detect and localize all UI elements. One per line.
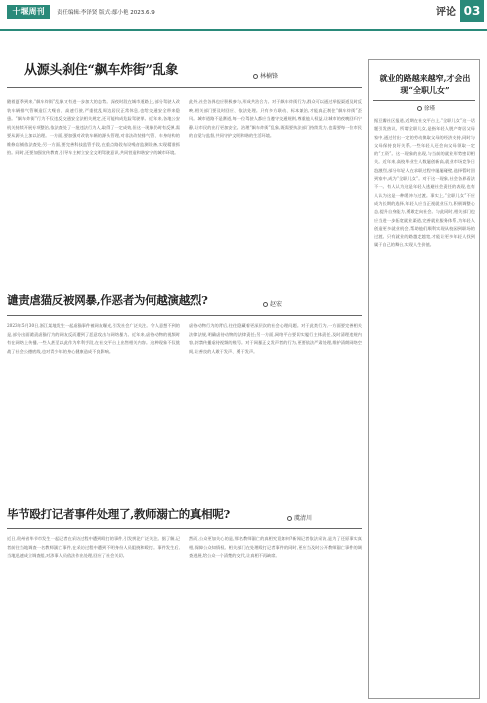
sidebar-article	[368, 59, 480, 699]
masthead	[0, 0, 487, 31]
sidebar-title: 就业的路越来越窄,才会出现“全职儿女”	[379, 73, 471, 95]
editor-meta: 责任编辑:李泽贤 版式:鄢小艳 2023.6.9	[57, 10, 155, 16]
article-3	[7, 505, 362, 700]
sidebar-body: 据豆瓣社区报道,近期在社交平台上,“全职儿女”这一话题引发热议。所谓全职儿女,是指年轻人脱产寄居父母家中,通过付出一定的劳动换取父母的经济支持,同时与父母保持良好关系,一些年轻人还会向父母领取一定的“工资”。这一现象的出现,与当前的就业形势密切相关。近年来,高校毕业生人数屡创新高,就业市场竞争日趋激烈,部分年轻人在求职过程中屡屡碰壁,选择暂时回到家中,成为“全职儿女”。对于这一现象,社会各界看法不一。有人认为这是年轻人逃避社会责任的表现,也有人认为这是一种缓冲与过渡。事实上,“全职儿女”不应成为长期的选择,年轻人应当正视就业压力,积极调整心态,提升自身能力,勇敢走向社会。与此同时,相关部门也应当进一步拓宽就业渠道,完善就业服务体系,为年轻人创造更多就业机会,帮助他们顺利实现从校园到职场的过渡。只有就业的路越走越宽,才能让更多年轻人找到属于自己的舞台,实现人生价值。	[374, 118, 475, 248]
sidebar-byline	[417, 104, 435, 112]
article-body	[7, 322, 362, 484]
sidebar-rule	[373, 100, 475, 101]
article-byline	[263, 299, 282, 308]
byline-icon	[287, 516, 292, 521]
byline-icon	[417, 106, 422, 111]
author-name: 徐瑾	[424, 106, 436, 112]
byline-icon	[263, 302, 268, 307]
article-column: 虐待动物行为的背后,往往隐藏着更深层次的社会心理问题。对于此类行为,一方面要完善相关法律法规,明确虐待动物的法律责任;另一方面,网络平台要切实履行主体责任,及时清理违规内容,封禁传播虐待视频的账号。对于网暴正义发声者的行为,更要依法严肃处理,维护清朗网络空间,让善良的人敢于发声、勇于发声。	[189, 323, 362, 354]
section-name: 评论	[436, 7, 456, 18]
author-name: 林楠锋	[260, 73, 279, 80]
title-rule	[7, 87, 362, 88]
article-column: 近日,贵州省毕节市发生一起记者在采访过程中遭到殴打的事件,引发舆论广泛关注。据了解,记者前往当地调查一名教师溺亡事件,在采访过程中遭到不明身份人员阻挠和殴打。事件发生后,当地迅速成立调查组,对涉事人员依法作出处理,回应了社会关切。	[7, 536, 180, 558]
page-number: 03	[460, 0, 484, 22]
article-body	[7, 98, 362, 258]
author-name: 赵宏	[270, 301, 283, 308]
article-byline	[287, 513, 312, 522]
newspaper-logo: 十堰周刊	[7, 5, 50, 19]
article-1	[7, 62, 362, 260]
author-name: 虞清川	[294, 515, 313, 522]
article-column: 2023年5月30日,浙江某地发生一起虐猫事件被网友曝光,引发社会广泛关注。令人意想不到的是,部分出面谴责虐猫行为的网友反而遭到了恶意攻击与网络暴力。近年来,虐待动物的视频时有在网络上传播,一些人甚至以此作为牟利手段,在社交平台上出售相关内容。这种现象不仅挑战了社会公德底线,也对青少年的身心健康造成不良影响。	[7, 323, 180, 354]
article-column: 然而,公众更加关心的是,那名教师溺亡的真相究竟如何?新闻记者依法采访,是为了还原事实真相,保障公众知情权。相关部门在处理殴打记者事件的同时,更应当及时公开教师溺亡事件的调查进展,给公众一个清楚的交代,让真相不再缺席。	[189, 536, 362, 558]
title-rule	[7, 315, 362, 316]
article-2	[7, 291, 362, 486]
article-column: 此外,社会各界也应积极参与,形成共治合力。对于飙车炸街行为,群众可以通过举报渠道及时反映,相关部门要及时回应、依法处理。只有多方联动、标本兼治,才能真正刹住“飙车炸街”歪风。城市道路不是赛道,每一位驾驶人都应当遵守交通规则,尊重他人权益,让城市的夜晚回归宁静,让市民的出行更加安全。治理“飙车炸街”乱象,既需要执法部门持续发力,也需要每一位市民的自觉与监督,共同守护文明和谐的生活环境。	[189, 99, 362, 138]
article-title: 谴责虐猫反被网暴,作恶者为何越演越烈?	[7, 293, 208, 307]
byline-icon	[253, 74, 258, 79]
article-title: 毕节殴打记者事件处理了,教师溺亡的真相呢?	[7, 507, 230, 521]
article-byline	[253, 71, 278, 80]
article-body	[7, 535, 362, 700]
article-column: 随着夏季到来,“飙车炸街”乱象又有进一步加大的态势。深夜时段在城市道路上,部分驾驶人改装车辆排气管制造巨大噪音、高速行驶,严重扰乱周边居民正常休息,也给交通安全带来隐患。“飙车炸街”行为不仅违反交通安全法相关规定,还可能构成危险驾驶罪。近年来,各地公安机关持续开展专项整治,依法查处了一批违法行为人,取得了一定成效,但这一现象仍时有反弹,需要从源头上加以治理。一方面,要加强对改装车辆的源头管理,对非法改装排气管、车身结构的维修店铺依法查处;另一方面,要完善科技监管手段,在重点路段布设噪音监测设备,实现精准抓拍。同时,还要加强宣传教育,引导车主树立安全文明驾驶意识,共同营造和谐安宁的城市环境。	[7, 99, 180, 155]
title-rule	[7, 528, 362, 529]
article-title: 从源头刹住“飙车炸街”乱象	[24, 63, 179, 78]
